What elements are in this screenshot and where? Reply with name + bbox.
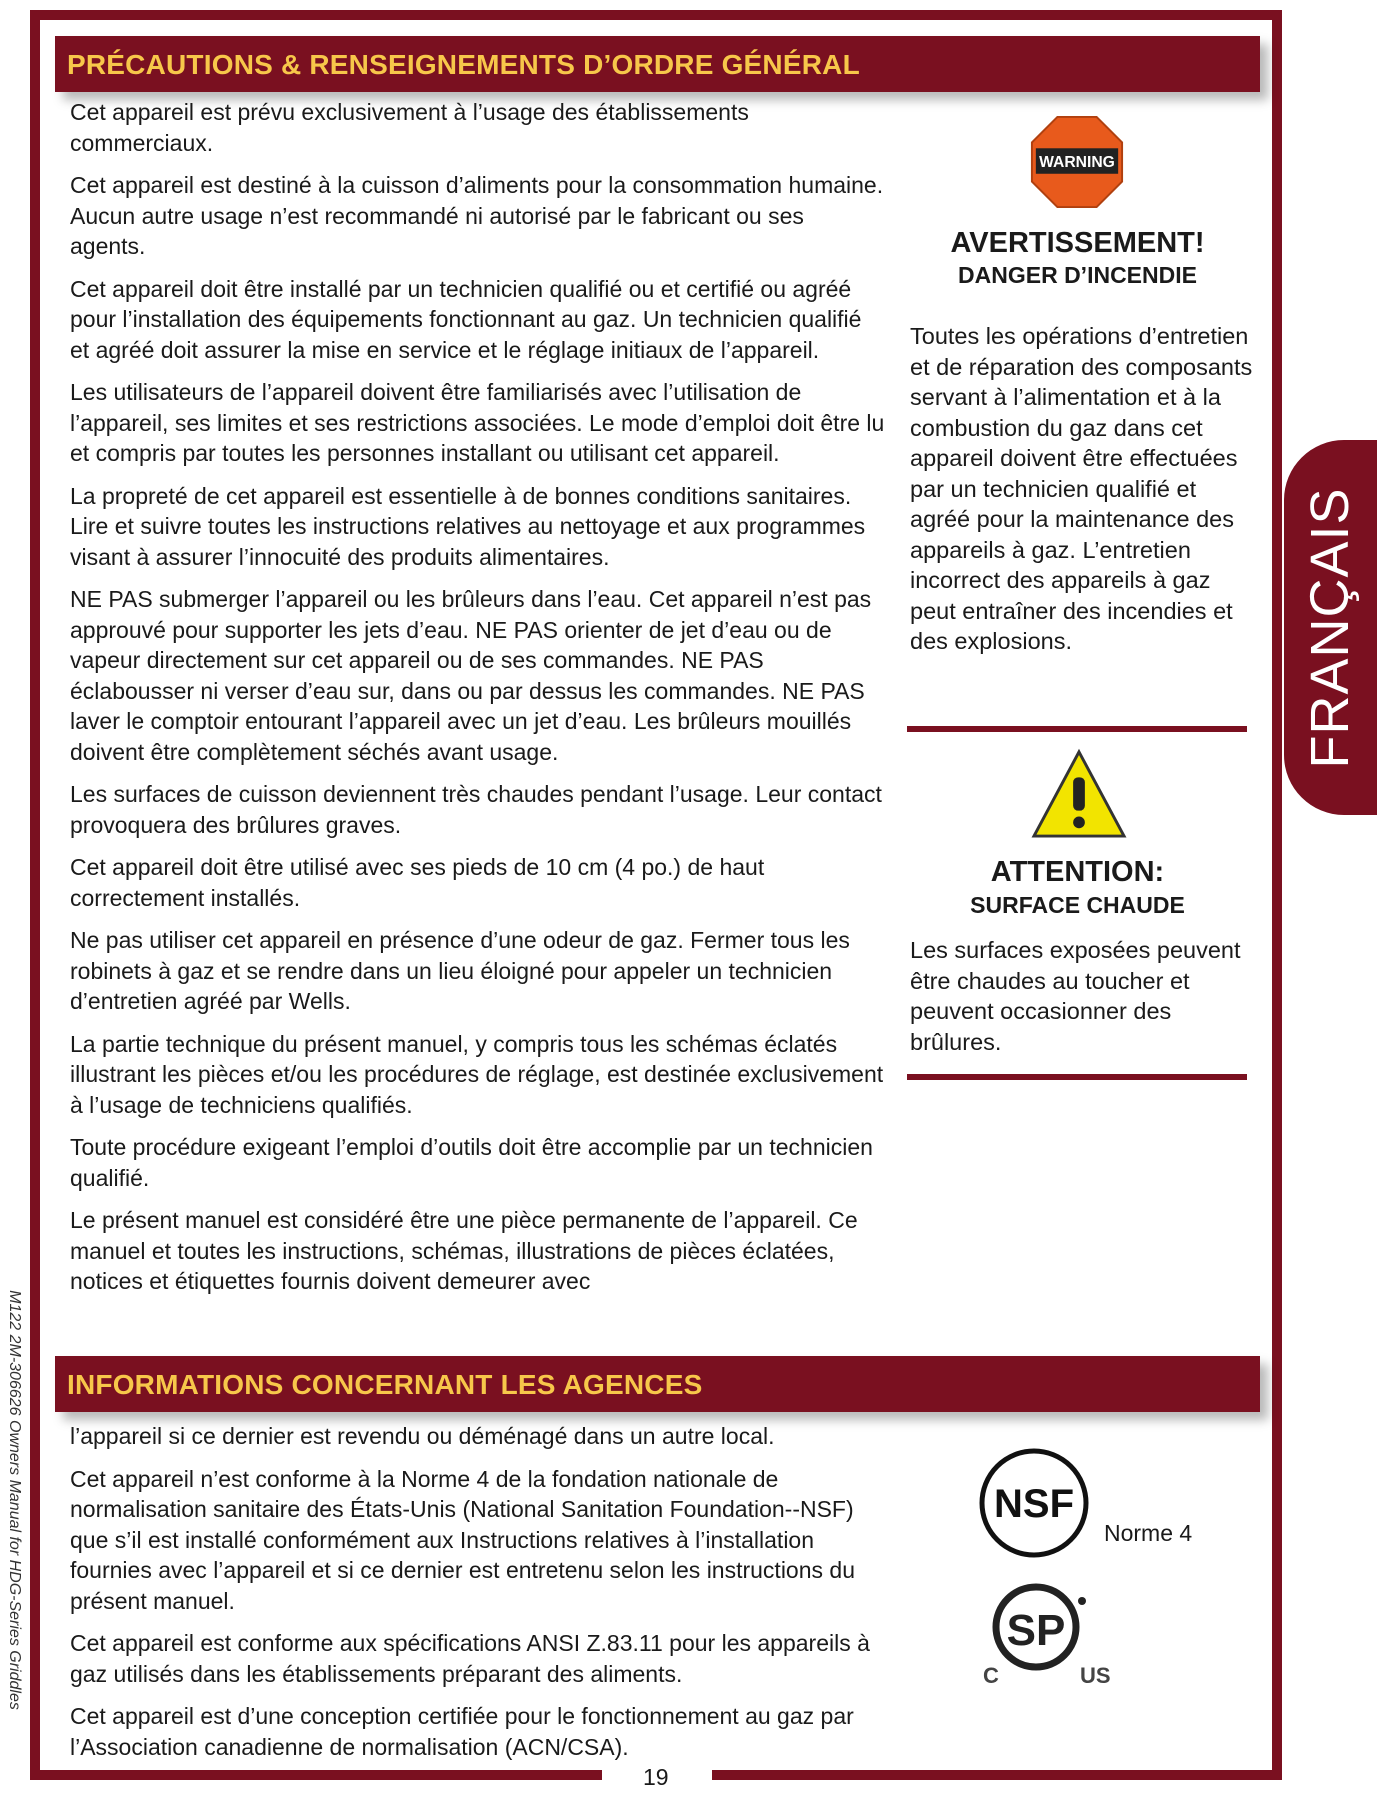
paragraph: Cet appareil doit être installé par un technicien qualifié ou et certifié ou agréé pour l’installation des équipements fonctionnant au gaz. Un technicien qualifié et agréé doit assurer la mise en service et le réglage initiaux de l’appareil. [70, 275, 862, 363]
paragraph: Toute procédure exigeant l’emploi d’outils doit être accomplie par un technicien qualifié. [70, 1134, 873, 1191]
nsf-norme-label: Norme 4 [1104, 1520, 1193, 1546]
section-title: PRÉCAUTIONS & RENSEIGNEMENTS D’ORDRE GÉNÉRAL [67, 49, 860, 80]
section-title: INFORMATIONS CONCERNANT LES AGENCES [67, 1369, 703, 1400]
paragraph: Cet appareil n’est conforme à la Norme 4 de la fondation nationale de normalisation sanitaire des États-Unis (National Sanitation Foundation--NSF) que s’il est installé conformément aux Instructions relatives à l’installation fournies avec l’appareil et si ce dernier est entretenu selon les instructions du présent manuel. [70, 1465, 855, 1614]
paragraph: Le présent manuel est considéré être une pièce permanente de l’appareil. Ce manuel et toutes les instructions, schémas, illustrations de pièces éclatées, notices et étiquettes fournis doivent demeurer avec [70, 1207, 858, 1294]
paragraph: La partie technique du présent manuel, y compris tous les schémas éclatés illustrant les pièces et/ou les procédures de réglage, est destinée exclusivement à l’usage de techniciens qualifiés. [70, 1030, 884, 1118]
divider [907, 1074, 1247, 1080]
section-heading-bar [55, 1356, 1260, 1412]
page-number: 19 [643, 1764, 669, 1790]
paragraph: Cet appareil est d’une conception certifiée pour le fonctionnement au gaz par l’Association canadienne de normalisation (ACN/CSA). [70, 1703, 854, 1760]
caution-body: Les surfaces exposées peuvent être chaudes au toucher et peuvent occasionner des brûlures. [910, 937, 1241, 1055]
paragraph-continuation: l’appareil si ce dernier est revendu ou déménagé dans un autre local. [70, 1423, 775, 1449]
warning-subtitle: DANGER D’INCENDIE [958, 262, 1197, 288]
page-frame-left [30, 10, 40, 1780]
paragraph: Cet appareil est conforme aux spécifications ANSI Z.83.11 pour les appareils à gaz utilisés dans les établissements préparant des aliments. [70, 1630, 870, 1687]
csa-c-label: C [983, 1663, 999, 1688]
paragraph: NE PAS submerger l’appareil ou les brûleurs dans l’eau. Cet appareil n’est pas approuvé pour supporter les jets d’eau. NE PAS orienter de jet d’eau ou de vapeur directement sur cet appareil ou de ses commandes. NE PAS éclabousser ni verser d’eau sur, dans ou par dessus les commandes. NE PAS laver le comptoir entourant l’appareil avec un jet d’eau. Les brûleurs mouillés doivent être complètement séchés avant usage. [70, 586, 872, 765]
paragraph: Cet appareil est prévu exclusivement à l’usage des établissements commerciaux. [70, 99, 749, 156]
warning-badge-text: WARNING [1039, 153, 1115, 171]
manual-side-caption: M122 2M-306626 Owners Manual for HDG-Series Griddles [6, 1290, 23, 1710]
divider [907, 726, 1247, 732]
nsf-logo-text: NSF [994, 1482, 1074, 1526]
page-frame-right [1272, 10, 1282, 1780]
warning-body: Toutes les opérations d’entretien et de réparation des composants servant à l’alimentation et à la combustion du gaz dans cet appareil doivent être effectuées par un technicien qualifié et agréé pour la maintenance des appareils à gaz. L’entretien incorrect des appareils à gaz peut entraîner des incendies et des explosions. [910, 323, 1253, 654]
warning-octagon-icon [1028, 113, 1126, 211]
paragraph: La propreté de cet appareil est essentielle à de bonnes conditions sanitaires. Lire et suivre toutes les instructions relatives au nettoyage et aux programmes visant à assurer l’innocuité des produits alimentaires. [70, 482, 866, 570]
csa-logo-text: SP [1006, 1606, 1066, 1655]
paragraph: Cet appareil est destiné à la cuisson d’aliments pour la consommation humaine. Aucun autre usage n’est recommandé ni autorisé par le fabricant ou ses agents. [70, 172, 884, 259]
nsf-logo [978, 1447, 1090, 1559]
paragraph: Cet appareil doit être utilisé avec ses pieds de 10 cm (4 po.) de haut correctement installés. [70, 854, 765, 911]
warning-title: AVERTISSEMENT! [950, 227, 1205, 259]
paragraph: Les utilisateurs de l’appareil doivent être familiarisés avec l’utilisation de l’appareil, ses limites et ses restrictions associées. Le mode d’emploi doit être lu et compris par toutes les personnes installant ou utilisant cet appareil. [70, 379, 885, 466]
caution-triangle-icon [1030, 748, 1128, 840]
section-heading-bar [55, 36, 1260, 92]
caution-subtitle: SURFACE CHAUDE [970, 892, 1185, 918]
paragraph: Les surfaces de cuisson deviennent très chaudes pendant l’usage. Leur contact provoquera des brûlures graves. [70, 781, 882, 838]
precautions-text [70, 97, 885, 1309]
page-frame-top [30, 10, 1282, 20]
agencies-text [70, 1421, 885, 1774]
language-tab-label: FRANÇAIS [1300, 487, 1360, 769]
paragraph: Ne pas utiliser cet appareil en présence d’une odeur de gaz. Fermer tous les robinets à gaz et se rendre dans un lieu éloigné pour appeler un technicien d’entretien agréé par Wells. [70, 927, 850, 1014]
caution-title: ATTENTION: [990, 856, 1165, 888]
csa-us-label: US [1080, 1663, 1111, 1688]
